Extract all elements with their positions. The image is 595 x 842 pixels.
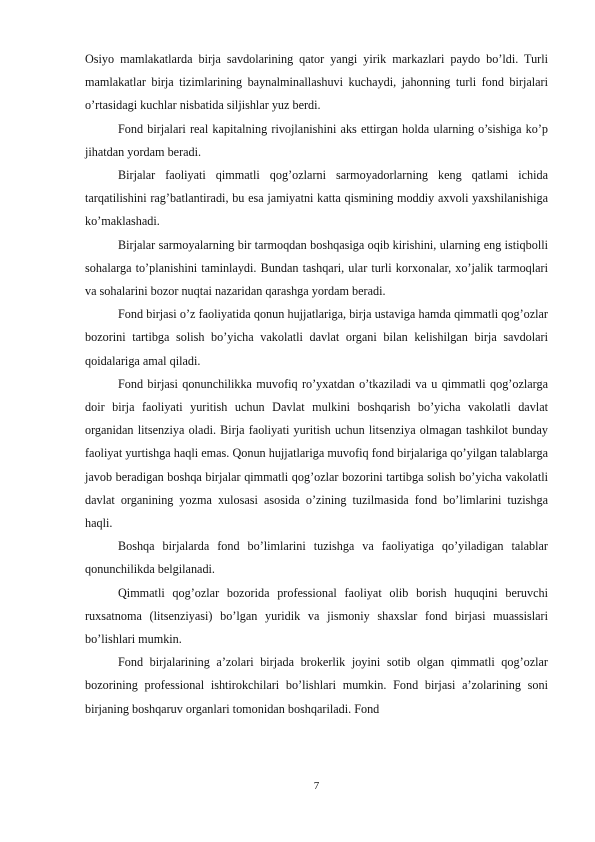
paragraph-2: Fond birjalari real kapitalning rivojlanishini aks ettirgan holda ularning o’sishiga ko’p jihatdan yordam beradi. bbox=[85, 121, 548, 159]
paragraph-3: Birjalar faoliyati qimmatli qog’ozlarni sarmoyadorlarning keng qatlami ichida tarqatilishini rag’batlantiradi, bu esa jamiyatni katta qismining moddiy axvoli yaxshilanishiga ko’maklashadi. bbox=[85, 168, 548, 229]
paragraph-5: Fond birjasi o’z faoliyatida qonun hujjatlariga, birja ustaviga hamda qimmatli qog’ozlar bozorini tartibga solish bo’yicha vakolatli davlat organi bilan kelishilgan birja savdolari qoidalariga amal qiladi. bbox=[85, 307, 548, 368]
paragraph-6: Fond birjasi qonunchilikka muvofiq ro’yxatdan o’tkaziladi va u qimmatli qog’ozlarga doir birja faoliyati yuritish uchun Davlat mulkini boshqarish bo’yicha vakolatli davlat organidan litsenziya oladi. Birja faoliyati yuritish uchun litsenziya olmagan tashkilot bunday faoliyat yurtishga haqli emas. Qonun hujjatlariga muvofiq fond birjalariga qo’yilgan talablarga javob beradigan boshqa birjalar qimmatli qog’ozlar bozorini tartibga solish bo’yicha vakolatli davlat organining yozma xulosasi asosida o’zining tuzilmasida fond bo’limlarini tuzishga haqli. bbox=[85, 376, 548, 531]
paragraph-7: Boshqa birjalarda fond bo’limlarini tuzishga va faoliyatiga qo’yiladigan talablar qonunchilikda belgilanadi. bbox=[85, 539, 548, 577]
paragraph-8: Qimmatli qog’ozlar bozorida professional faoliyat olib borish huquqini beruvchi ruxsatnoma (litsenziyasi) bo’lgan yuridik va jismoniy shaxslar fond birjasi muassislari bo’lishlari mumkin. bbox=[85, 585, 548, 647]
paragraph-9: Fond birjalarining a’zolari birjada brokerlik joyini sotib olgan qimmatli qog’ozlar bozorining professional ishtirokchilari bo’lishlari mumkin. Fond birjasi a’zolarining soni birjaning boshqaruv organlari tomonidan boshqariladi. Fond bbox=[85, 655, 548, 716]
document-body bbox=[85, 48, 548, 721]
paragraph-4: Birjalar sarmoyalarning bir tarmoqdan boshqasiga oqib kirishini, ularning eng istiqbolli sohalarga to’planishini taminlaydi. Bundan tashqari, ular turli korxonalar, xo’jalik tarmoqlari va sohalarini bozor nuqtai nazaridan qarashga yordam beradi. bbox=[85, 237, 548, 299]
page-number: 7 bbox=[313, 780, 320, 792]
paragraph-1: Osiyo mamlakatlarda birja savdolarining qator yangi yirik markazlari paydo bo’ldi. Turli mamlakatlar birja tizimlarining baynalminallashuvi kuchaydi, jahonning turli fond birjalari o’rtasidagi kuchlar nisbatida siljishlar yuz berdi. bbox=[85, 52, 548, 113]
